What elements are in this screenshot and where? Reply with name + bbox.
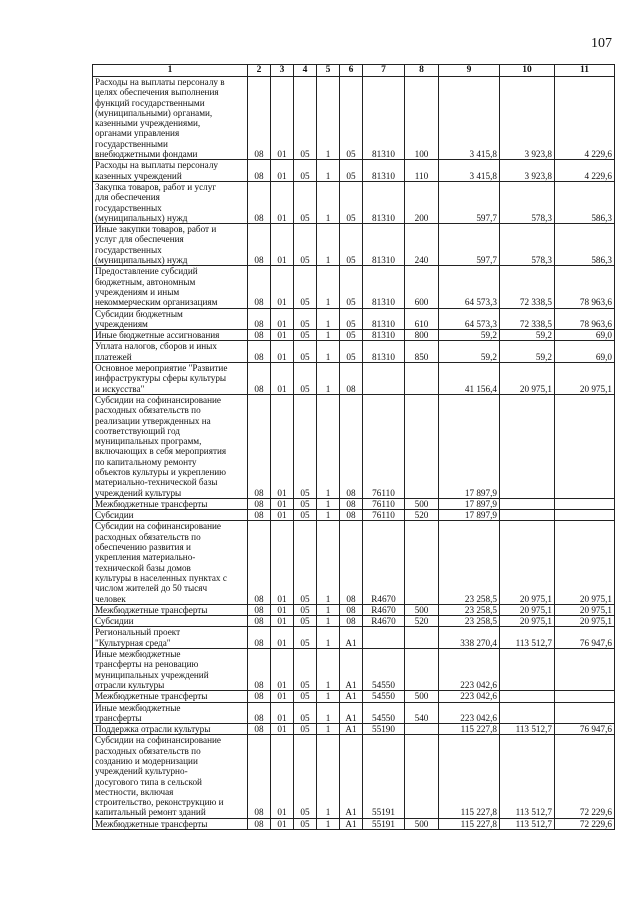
cell-col-7: 81310 <box>363 308 405 330</box>
table-row <box>93 649 615 691</box>
cell-col-10: 578,3 <box>500 181 555 223</box>
row-name-cell: Иные межбюджетные трансферты <box>93 702 248 724</box>
cell-col-10: 20 975,1 <box>500 616 555 627</box>
cell-col-9: 115 227,8 <box>439 735 500 818</box>
cell-col-8: 520 <box>405 510 439 521</box>
cell-col-11: 69,0 <box>555 341 615 363</box>
cell-col-10 <box>500 702 555 724</box>
cell-col-7: 81310 <box>363 266 405 308</box>
cell-col-6: 05 <box>340 181 363 223</box>
cell-col-6: 08 <box>340 363 363 395</box>
cell-col-5: 1 <box>317 521 340 604</box>
cell-col-7: 55191 <box>363 818 405 829</box>
cell-col-5: 1 <box>317 616 340 627</box>
cell-col-8: 540 <box>405 702 439 724</box>
table-row <box>93 498 615 509</box>
cell-col-3: 01 <box>271 691 294 702</box>
cell-col-2: 08 <box>248 266 271 308</box>
cell-col-11 <box>555 691 615 702</box>
cell-col-11: 586,3 <box>555 224 615 266</box>
cell-col-11 <box>555 394 615 498</box>
cell-col-3: 01 <box>271 604 294 615</box>
cell-col-2: 08 <box>248 649 271 691</box>
cell-col-2: 08 <box>248 604 271 615</box>
cell-col-11: 72 229,6 <box>555 735 615 818</box>
table-row <box>93 724 615 735</box>
cell-col-4: 05 <box>294 77 317 160</box>
cell-col-10 <box>500 510 555 521</box>
cell-col-8 <box>405 521 439 604</box>
cell-col-4: 05 <box>294 724 317 735</box>
cell-col-4: 05 <box>294 341 317 363</box>
cell-col-5: 1 <box>317 160 340 182</box>
cell-col-2: 08 <box>248 363 271 395</box>
cell-col-4: 05 <box>294 649 317 691</box>
cell-col-5: 1 <box>317 308 340 330</box>
cell-col-3: 01 <box>271 616 294 627</box>
cell-col-5: 1 <box>317 363 340 395</box>
cell-col-7: 55191 <box>363 735 405 818</box>
cell-col-3: 01 <box>271 510 294 521</box>
cell-col-10: 72 338,5 <box>500 266 555 308</box>
cell-col-8: 800 <box>405 330 439 341</box>
cell-col-8: 600 <box>405 266 439 308</box>
cell-col-7 <box>363 627 405 649</box>
header-row <box>93 65 615 77</box>
row-name-cell: Субсидии <box>93 510 248 521</box>
cell-col-10: 113 512,7 <box>500 735 555 818</box>
cell-col-3: 01 <box>271 160 294 182</box>
cell-col-9: 223 042,6 <box>439 649 500 691</box>
col-header-9: 9 <box>439 65 500 77</box>
cell-col-3: 01 <box>271 498 294 509</box>
cell-col-2: 08 <box>248 818 271 829</box>
cell-col-11: 20 975,1 <box>555 604 615 615</box>
cell-col-5: 1 <box>317 498 340 509</box>
table-row <box>93 308 615 330</box>
cell-col-3: 01 <box>271 818 294 829</box>
cell-col-9: 17 897,9 <box>439 498 500 509</box>
cell-col-5: 1 <box>317 691 340 702</box>
col-header-7: 7 <box>363 65 405 77</box>
col-header-3: 3 <box>271 65 294 77</box>
cell-col-7: 55190 <box>363 724 405 735</box>
table-row <box>93 735 615 818</box>
cell-col-8: 500 <box>405 498 439 509</box>
cell-col-10: 578,3 <box>500 224 555 266</box>
cell-col-8 <box>405 363 439 395</box>
row-name-cell: Расходы на выплаты персоналу казенных учреждений <box>93 160 248 182</box>
cell-col-2: 08 <box>248 691 271 702</box>
cell-col-9: 23 258,5 <box>439 521 500 604</box>
cell-col-5: 1 <box>317 818 340 829</box>
cell-col-6: 05 <box>340 341 363 363</box>
cell-col-6: 05 <box>340 266 363 308</box>
row-name-cell: Субсидии на софинансирование расходных обязательств по реализации утвержденных на соответствующий год муниципальных программ, включающих в себя мероприятия по капитальному ремонту объектов культуры и укреплению материально-технической базы учреждений культуры <box>93 394 248 498</box>
cell-col-11 <box>555 510 615 521</box>
cell-col-7: 76110 <box>363 510 405 521</box>
cell-col-3: 01 <box>271 627 294 649</box>
cell-col-2: 08 <box>248 308 271 330</box>
cell-col-7: 81310 <box>363 77 405 160</box>
cell-col-2: 08 <box>248 77 271 160</box>
cell-col-7: 81310 <box>363 160 405 182</box>
cell-col-9: 17 897,9 <box>439 510 500 521</box>
cell-col-7: 54550 <box>363 649 405 691</box>
cell-col-8: 110 <box>405 160 439 182</box>
cell-col-3: 01 <box>271 341 294 363</box>
cell-col-7: 81310 <box>363 341 405 363</box>
cell-col-5: 1 <box>317 77 340 160</box>
cell-col-8: 240 <box>405 224 439 266</box>
row-name-cell: Субсидии на софинансирование расходных обязательств по созданию и модернизации учреждений культурно- досугового типа в сельской местности, включая строительство, реконструкцию и капитальный ремонт зданий <box>93 735 248 818</box>
cell-col-5: 1 <box>317 627 340 649</box>
cell-col-5: 1 <box>317 341 340 363</box>
cell-col-9: 23 258,5 <box>439 604 500 615</box>
cell-col-8: 520 <box>405 616 439 627</box>
cell-col-10: 3 923,8 <box>500 77 555 160</box>
row-name-cell: Предоставление субсидий бюджетным, автономным учреждениям и иным некоммерческим организациям <box>93 266 248 308</box>
cell-col-7: R4670 <box>363 616 405 627</box>
table-row <box>93 266 615 308</box>
cell-col-2: 08 <box>248 627 271 649</box>
cell-col-6: A1 <box>340 627 363 649</box>
col-header-5: 5 <box>317 65 340 77</box>
cell-col-2: 08 <box>248 341 271 363</box>
cell-col-2: 08 <box>248 724 271 735</box>
table-row <box>93 691 615 702</box>
cell-col-11: 586,3 <box>555 181 615 223</box>
cell-col-11: 20 975,1 <box>555 521 615 604</box>
budget-table <box>92 64 615 830</box>
cell-col-4: 05 <box>294 394 317 498</box>
page-number: 107 <box>591 36 612 51</box>
cell-col-10: 113 512,7 <box>500 724 555 735</box>
cell-col-4: 05 <box>294 818 317 829</box>
table-row <box>93 702 615 724</box>
cell-col-2: 08 <box>248 616 271 627</box>
cell-col-8 <box>405 649 439 691</box>
cell-col-3: 01 <box>271 181 294 223</box>
cell-col-11: 78 963,6 <box>555 266 615 308</box>
table-row <box>93 160 615 182</box>
cell-col-5: 1 <box>317 604 340 615</box>
col-header-8: 8 <box>405 65 439 77</box>
row-name-cell: Региональный проект "Культурная среда" <box>93 627 248 649</box>
cell-col-7: R4670 <box>363 604 405 615</box>
cell-col-11: 20 975,1 <box>555 363 615 395</box>
cell-col-6: A1 <box>340 735 363 818</box>
row-name-cell: Межбюджетные трансферты <box>93 498 248 509</box>
cell-col-2: 08 <box>248 702 271 724</box>
col-header-2: 2 <box>248 65 271 77</box>
cell-col-9: 597,7 <box>439 181 500 223</box>
cell-col-6: 08 <box>340 394 363 498</box>
cell-col-7: 76110 <box>363 498 405 509</box>
cell-col-5: 1 <box>317 702 340 724</box>
cell-col-5: 1 <box>317 266 340 308</box>
cell-col-2: 08 <box>248 498 271 509</box>
cell-col-6: A1 <box>340 818 363 829</box>
cell-col-6: A1 <box>340 702 363 724</box>
table-row <box>93 818 615 829</box>
cell-col-7: R4670 <box>363 521 405 604</box>
cell-col-11 <box>555 498 615 509</box>
row-name-cell: Расходы на выплаты персоналу в целях обеспечения выполнения функций государственными (муниципальными) органами, казенными учреждениями, органами управления государственными внебюджетными фондами <box>93 77 248 160</box>
cell-col-5: 1 <box>317 394 340 498</box>
cell-col-6: 05 <box>340 330 363 341</box>
cell-col-3: 01 <box>271 702 294 724</box>
cell-col-10 <box>500 498 555 509</box>
row-name-cell: Межбюджетные трансферты <box>93 691 248 702</box>
table-row <box>93 627 615 649</box>
cell-col-3: 01 <box>271 224 294 266</box>
cell-col-10 <box>500 394 555 498</box>
table-body <box>93 77 615 830</box>
table-row <box>93 341 615 363</box>
cell-col-10: 72 338,5 <box>500 308 555 330</box>
col-header-11: 11 <box>555 65 615 77</box>
cell-col-4: 05 <box>294 330 317 341</box>
cell-col-9: 17 897,9 <box>439 394 500 498</box>
cell-col-2: 08 <box>248 224 271 266</box>
cell-col-6: 05 <box>340 308 363 330</box>
cell-col-3: 01 <box>271 724 294 735</box>
cell-col-11: 78 963,6 <box>555 308 615 330</box>
row-name-cell: Основное мероприятие "Развитие инфраструктуры сферы культуры и искусства" <box>93 363 248 395</box>
row-name-cell: Иные бюджетные ассигнования <box>93 330 248 341</box>
cell-col-5: 1 <box>317 224 340 266</box>
cell-col-4: 05 <box>294 308 317 330</box>
cell-col-11: 72 229,6 <box>555 818 615 829</box>
cell-col-9: 3 415,8 <box>439 77 500 160</box>
cell-col-2: 08 <box>248 330 271 341</box>
cell-col-3: 01 <box>271 394 294 498</box>
cell-col-8: 500 <box>405 691 439 702</box>
cell-col-10 <box>500 649 555 691</box>
cell-col-2: 08 <box>248 394 271 498</box>
row-name-cell: Поддержка отрасли культуры <box>93 724 248 735</box>
cell-col-3: 01 <box>271 330 294 341</box>
cell-col-9: 115 227,8 <box>439 818 500 829</box>
cell-col-3: 01 <box>271 521 294 604</box>
cell-col-10: 20 975,1 <box>500 521 555 604</box>
cell-col-3: 01 <box>271 266 294 308</box>
cell-col-6: 08 <box>340 498 363 509</box>
cell-col-9: 338 270,4 <box>439 627 500 649</box>
cell-col-3: 01 <box>271 649 294 691</box>
cell-col-5: 1 <box>317 724 340 735</box>
cell-col-9: 115 227,8 <box>439 724 500 735</box>
row-name-cell: Уплата налогов, сборов и иных платежей <box>93 341 248 363</box>
table-row <box>93 521 615 604</box>
cell-col-5: 1 <box>317 181 340 223</box>
cell-col-4: 05 <box>294 266 317 308</box>
cell-col-8 <box>405 735 439 818</box>
cell-col-3: 01 <box>271 735 294 818</box>
cell-col-8: 500 <box>405 818 439 829</box>
cell-col-2: 08 <box>248 735 271 818</box>
cell-col-7: 81310 <box>363 330 405 341</box>
table-row <box>93 181 615 223</box>
cell-col-9: 597,7 <box>439 224 500 266</box>
cell-col-11: 69,0 <box>555 330 615 341</box>
cell-col-7: 81310 <box>363 181 405 223</box>
row-name-cell: Иные межбюджетные трансферты на реновацию муниципальных учреждений отрасли культуры <box>93 649 248 691</box>
cell-col-2: 08 <box>248 521 271 604</box>
table-row <box>93 510 615 521</box>
cell-col-4: 05 <box>294 627 317 649</box>
cell-col-5: 1 <box>317 735 340 818</box>
col-header-10: 10 <box>500 65 555 77</box>
cell-col-7: 81310 <box>363 224 405 266</box>
cell-col-8 <box>405 627 439 649</box>
cell-col-7: 54550 <box>363 702 405 724</box>
cell-col-6: 05 <box>340 77 363 160</box>
cell-col-4: 05 <box>294 510 317 521</box>
cell-col-7 <box>363 363 405 395</box>
cell-col-7: 76110 <box>363 394 405 498</box>
table-row <box>93 616 615 627</box>
cell-col-4: 05 <box>294 691 317 702</box>
row-name-cell: Субсидии на софинансирование расходных обязательств по обеспечению развития и укрепления материально- технической базы домов культуры в населенных пунктах с числом жителей до 50 тысяч человек <box>93 521 248 604</box>
cell-col-6: 08 <box>340 510 363 521</box>
cell-col-3: 01 <box>271 363 294 395</box>
cell-col-9: 64 573,3 <box>439 308 500 330</box>
cell-col-9: 41 156,4 <box>439 363 500 395</box>
cell-col-10: 59,2 <box>500 341 555 363</box>
cell-col-9: 3 415,8 <box>439 160 500 182</box>
cell-col-10: 59,2 <box>500 330 555 341</box>
cell-col-6: 08 <box>340 604 363 615</box>
table-row <box>93 224 615 266</box>
cell-col-7: 54550 <box>363 691 405 702</box>
cell-col-11: 4 229,6 <box>555 160 615 182</box>
cell-col-10: 113 512,7 <box>500 627 555 649</box>
cell-col-11: 4 229,6 <box>555 77 615 160</box>
cell-col-6: A1 <box>340 724 363 735</box>
cell-col-11: 76 947,6 <box>555 627 615 649</box>
cell-col-8 <box>405 394 439 498</box>
cell-col-9: 223 042,6 <box>439 691 500 702</box>
cell-col-4: 05 <box>294 735 317 818</box>
cell-col-10: 3 923,8 <box>500 160 555 182</box>
cell-col-11 <box>555 649 615 691</box>
cell-col-8: 100 <box>405 77 439 160</box>
table-row <box>93 394 615 498</box>
cell-col-4: 05 <box>294 363 317 395</box>
cell-col-6: 05 <box>340 224 363 266</box>
table-row <box>93 330 615 341</box>
cell-col-5: 1 <box>317 510 340 521</box>
cell-col-11: 20 975,1 <box>555 616 615 627</box>
cell-col-4: 05 <box>294 604 317 615</box>
cell-col-5: 1 <box>317 649 340 691</box>
cell-col-9: 59,2 <box>439 341 500 363</box>
cell-col-4: 05 <box>294 616 317 627</box>
cell-col-6: 08 <box>340 616 363 627</box>
row-name-cell: Межбюджетные трансферты <box>93 818 248 829</box>
cell-col-9: 23 258,5 <box>439 616 500 627</box>
cell-col-6: 08 <box>340 521 363 604</box>
cell-col-2: 08 <box>248 160 271 182</box>
cell-col-10: 20 975,1 <box>500 363 555 395</box>
table-row <box>93 363 615 395</box>
cell-col-5: 1 <box>317 330 340 341</box>
cell-col-6: A1 <box>340 649 363 691</box>
cell-col-4: 05 <box>294 224 317 266</box>
cell-col-8: 610 <box>405 308 439 330</box>
cell-col-10: 20 975,1 <box>500 604 555 615</box>
col-header-6: 6 <box>340 65 363 77</box>
cell-col-11 <box>555 702 615 724</box>
col-header-4: 4 <box>294 65 317 77</box>
cell-col-8: 500 <box>405 604 439 615</box>
cell-col-2: 08 <box>248 510 271 521</box>
cell-col-4: 05 <box>294 521 317 604</box>
row-name-cell: Иные закупки товаров, работ и услуг для обеспечения государственных (муниципальных) нужд <box>93 224 248 266</box>
cell-col-9: 223 042,6 <box>439 702 500 724</box>
cell-col-3: 01 <box>271 308 294 330</box>
row-name-cell: Межбюджетные трансферты <box>93 604 248 615</box>
cell-col-8: 200 <box>405 181 439 223</box>
table-row <box>93 77 615 160</box>
cell-col-10: 113 512,7 <box>500 818 555 829</box>
cell-col-10 <box>500 691 555 702</box>
col-header-1: 1 <box>93 65 248 77</box>
cell-col-3: 01 <box>271 77 294 160</box>
row-name-cell: Субсидии бюджетным учреждениям <box>93 308 248 330</box>
cell-col-4: 05 <box>294 702 317 724</box>
cell-col-8: 850 <box>405 341 439 363</box>
cell-col-2: 08 <box>248 181 271 223</box>
cell-col-4: 05 <box>294 498 317 509</box>
cell-col-9: 59,2 <box>439 330 500 341</box>
cell-col-6: 05 <box>340 160 363 182</box>
table-row <box>93 604 615 615</box>
row-name-cell: Субсидии <box>93 616 248 627</box>
cell-col-6: A1 <box>340 691 363 702</box>
row-name-cell: Закупка товаров, работ и услуг для обеспечения государственных (муниципальных) нужд <box>93 181 248 223</box>
cell-col-9: 64 573,3 <box>439 266 500 308</box>
cell-col-11: 76 947,6 <box>555 724 615 735</box>
cell-col-8 <box>405 724 439 735</box>
cell-col-4: 05 <box>294 160 317 182</box>
cell-col-4: 05 <box>294 181 317 223</box>
